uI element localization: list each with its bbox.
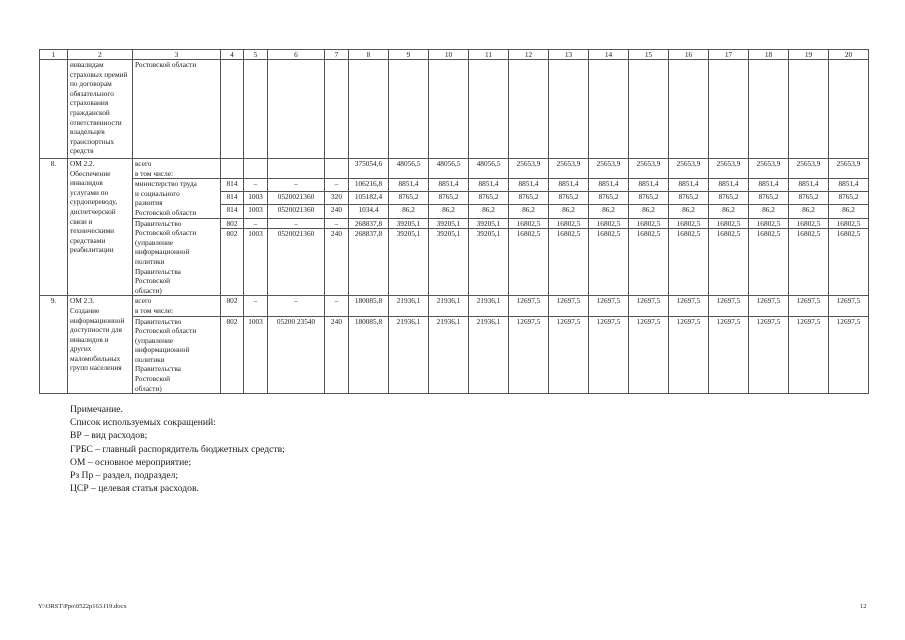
notes-subtitle: Список используемых сокращений: <box>70 417 216 429</box>
table-cell: 8765,2 <box>789 192 829 205</box>
table-cell <box>589 60 629 159</box>
column-header: 15 <box>629 50 669 60</box>
table-cell: 8765,2 <box>669 192 709 205</box>
table-cell: 8765,2 <box>469 192 509 205</box>
table-cell: 12697,5 <box>669 296 709 316</box>
table-cell: 8765,2 <box>389 192 429 205</box>
note-item: ОМ – основное мероприятие; <box>70 456 192 468</box>
table-cell: 12697,5 <box>749 296 789 316</box>
column-header: 4 <box>221 50 244 60</box>
note-item: ЦСР – целевая статья расходов. <box>70 483 199 495</box>
table-cell <box>709 60 749 159</box>
table-cell: 05200 23540 <box>268 316 325 394</box>
table-cell: 0520021360 <box>268 205 325 218</box>
table-cell <box>389 60 429 159</box>
executor-name: Правительство Ростовской области (управление информационной политики Правительства Ростовской области) <box>133 218 221 296</box>
table-cell: – <box>268 218 325 229</box>
row-number: 9. <box>40 296 68 394</box>
table-cell <box>325 159 349 179</box>
table-cell: 12697,5 <box>829 316 869 394</box>
table-cell: 8851,4 <box>469 179 509 192</box>
table-cell: 25653,9 <box>789 159 829 179</box>
table-cell: 1003 <box>244 205 268 218</box>
table-cell: 8851,4 <box>509 179 549 192</box>
table-cell: – <box>268 296 325 316</box>
table-cell: – <box>244 296 268 316</box>
table-cell: – <box>244 218 268 229</box>
column-header: 6 <box>268 50 325 60</box>
executor-name: Ростовской области <box>133 60 221 159</box>
executor-name: министерство труда и социального развития Ростовской области <box>133 179 221 218</box>
table-cell: – <box>244 179 268 192</box>
measure-name: ОМ 2.2. Обеспечение инвалидов услугами по сурдопереводу, диспетчерской связи и техническими средствами реабилитации <box>68 159 133 296</box>
column-header: 14 <box>589 50 629 60</box>
table-cell: – <box>325 218 349 229</box>
table-cell: 86,2 <box>709 205 749 218</box>
table-cell: 12697,5 <box>749 316 789 394</box>
table-cell: 16802,5 <box>749 229 789 296</box>
table-cell <box>669 60 709 159</box>
column-header: 16 <box>669 50 709 60</box>
table-cell: 86,2 <box>629 205 669 218</box>
table-cell: 8765,2 <box>629 192 669 205</box>
table-cell: 86,2 <box>389 205 429 218</box>
table-cell: 39205,1 <box>469 229 509 296</box>
executor-name: всего в том числе: <box>133 296 221 316</box>
table-cell: 375054,6 <box>349 159 389 179</box>
table-cell: 21936,1 <box>469 316 509 394</box>
table-cell: 12697,5 <box>709 316 749 394</box>
table-row <box>40 218 869 229</box>
table-cell: 16802,5 <box>789 218 829 229</box>
table-cell: 12697,5 <box>669 316 709 394</box>
budget-table <box>39 49 869 394</box>
table-cell: 8851,4 <box>589 179 629 192</box>
table-cell: 0520021360 <box>268 192 325 205</box>
table-cell: 39205,1 <box>469 218 509 229</box>
table-cell: 86,2 <box>589 205 629 218</box>
table-cell: 16802,5 <box>829 229 869 296</box>
table-cell: 86,2 <box>469 205 509 218</box>
footer-page-number: 12 <box>860 603 867 610</box>
table-row <box>40 296 869 316</box>
table-cell: 814 <box>221 205 244 218</box>
table-row <box>40 159 869 179</box>
table-cell: 16802,5 <box>589 229 629 296</box>
column-header: 2 <box>68 50 133 60</box>
table-cell: 25653,9 <box>589 159 629 179</box>
table-cell: 21936,1 <box>429 316 469 394</box>
table-cell: 1003 <box>244 316 268 394</box>
table-cell: 16802,5 <box>509 218 549 229</box>
table-cell: 16802,5 <box>509 229 549 296</box>
table-cell <box>268 60 325 159</box>
table-row <box>40 179 869 192</box>
column-header: 5 <box>244 50 268 60</box>
table-cell: 0520021360 <box>268 229 325 296</box>
table-cell: 12697,5 <box>829 296 869 316</box>
column-header: 8 <box>349 50 389 60</box>
table-cell: 268837,8 <box>349 218 389 229</box>
executor-name: всего в том числе: <box>133 159 221 179</box>
table-cell: 814 <box>221 179 244 192</box>
table-cell: 48056,5 <box>469 159 509 179</box>
table-cell: 25653,9 <box>629 159 669 179</box>
table-cell: 25653,9 <box>749 159 789 179</box>
table-cell: 814 <box>221 192 244 205</box>
table-cell: 25653,9 <box>709 159 749 179</box>
column-header: 11 <box>469 50 509 60</box>
table-cell: 86,2 <box>429 205 469 218</box>
table-cell <box>749 60 789 159</box>
table-cell: 8851,4 <box>789 179 829 192</box>
table-cell: 21936,1 <box>389 316 429 394</box>
table-cell: 39205,1 <box>389 229 429 296</box>
table-cell: 12697,5 <box>509 296 549 316</box>
table-cell <box>221 60 244 159</box>
table-cell: 320 <box>325 192 349 205</box>
table-cell: 240 <box>325 229 349 296</box>
row-number: 8. <box>40 159 68 296</box>
table-cell: 86,2 <box>789 205 829 218</box>
table-cell: 8765,2 <box>709 192 749 205</box>
table-cell: 8851,4 <box>549 179 589 192</box>
table-cell: 180085,8 <box>349 296 389 316</box>
table-cell: 86,2 <box>749 205 789 218</box>
table-cell: 25653,9 <box>829 159 869 179</box>
table-cell: 106216,8 <box>349 179 389 192</box>
measure-name: инвалидам страховых премий по договорам обязательного страхования гражданской ответственности владельцев транспортных средств <box>68 60 133 159</box>
table-cell: 802 <box>221 218 244 229</box>
table-cell <box>429 60 469 159</box>
table-cell: 48056,5 <box>429 159 469 179</box>
table-cell <box>40 60 68 159</box>
column-header: 13 <box>549 50 589 60</box>
table-cell: 8765,2 <box>749 192 789 205</box>
notes-title: Примечание. <box>70 404 123 415</box>
table-cell: 16802,5 <box>549 229 589 296</box>
table-cell: 8851,4 <box>749 179 789 192</box>
column-header: 12 <box>509 50 549 60</box>
table-cell: 12697,5 <box>549 296 589 316</box>
table-cell <box>549 60 589 159</box>
table-cell <box>244 60 268 159</box>
table-cell: 8765,2 <box>589 192 629 205</box>
table-cell: 25653,9 <box>549 159 589 179</box>
table-cell: 1003 <box>244 192 268 205</box>
table-cell: 16802,5 <box>829 218 869 229</box>
column-header: 10 <box>429 50 469 60</box>
measure-name: ОМ 2.3. Создание информационной доступности для инвалидов и других маломобильных групп населения <box>68 296 133 394</box>
footer-file-path: Y:\ORST\Ppo\0522p163.f19.docx <box>38 603 127 610</box>
table-cell: 1034,4 <box>349 205 389 218</box>
table-cell: 48056,5 <box>389 159 429 179</box>
table-cell: 8765,2 <box>429 192 469 205</box>
table-cell <box>629 60 669 159</box>
table-cell: 16802,5 <box>789 229 829 296</box>
table-cell: 180085,8 <box>349 316 389 394</box>
note-item: Рз Пр – раздел, подраздел; <box>70 470 179 482</box>
table-cell: 39205,1 <box>389 218 429 229</box>
table-cell: 105182,4 <box>349 192 389 205</box>
table-cell: 16802,5 <box>749 218 789 229</box>
table-cell: 86,2 <box>549 205 589 218</box>
table-cell <box>469 60 509 159</box>
table-header-row <box>40 50 869 60</box>
table-cell <box>509 60 549 159</box>
table-cell: 8851,4 <box>829 179 869 192</box>
table-cell: 16802,5 <box>709 229 749 296</box>
table-cell: 12697,5 <box>549 316 589 394</box>
table-cell: 21936,1 <box>389 296 429 316</box>
note-item: ГРБС – главный распорядитель бюджетных средств; <box>70 443 285 455</box>
table-cell: 802 <box>221 229 244 296</box>
table-cell: – <box>268 179 325 192</box>
column-header: 3 <box>133 50 221 60</box>
table-cell <box>268 159 325 179</box>
column-header: 1 <box>40 50 68 60</box>
table-cell: 16802,5 <box>629 229 669 296</box>
table-cell: 240 <box>325 316 349 394</box>
table-cell: 16802,5 <box>589 218 629 229</box>
table-cell: 12697,5 <box>629 296 669 316</box>
table-cell: 268837,8 <box>349 229 389 296</box>
table-cell: 16802,5 <box>669 229 709 296</box>
table-cell <box>325 60 349 159</box>
column-header: 9 <box>389 50 429 60</box>
table-cell: 16802,5 <box>709 218 749 229</box>
table-cell <box>789 60 829 159</box>
table-cell: 12697,5 <box>509 316 549 394</box>
note-item: ВР – вид расходов; <box>70 430 148 442</box>
table-cell: 8765,2 <box>549 192 589 205</box>
table-cell: – <box>325 179 349 192</box>
table-cell: 12697,5 <box>629 316 669 394</box>
table-row <box>40 60 869 159</box>
column-header: 19 <box>789 50 829 60</box>
table-cell: 86,2 <box>829 205 869 218</box>
table-cell: 21936,1 <box>429 296 469 316</box>
table-cell <box>244 159 268 179</box>
table-cell: 12697,5 <box>789 316 829 394</box>
table-cell: 12697,5 <box>789 296 829 316</box>
table-cell: 25653,9 <box>669 159 709 179</box>
table-cell: 8851,4 <box>669 179 709 192</box>
table-cell: 16802,5 <box>629 218 669 229</box>
table-cell: 86,2 <box>509 205 549 218</box>
table-cell: 16802,5 <box>549 218 589 229</box>
table-cell <box>829 60 869 159</box>
table-cell: 8851,4 <box>429 179 469 192</box>
table-cell: 16802,5 <box>669 218 709 229</box>
table-cell: 39205,1 <box>429 229 469 296</box>
table-cell: 8765,2 <box>509 192 549 205</box>
table-cell: 86,2 <box>669 205 709 218</box>
table-cell: 802 <box>221 296 244 316</box>
table-cell: 802 <box>221 316 244 394</box>
table-cell: 12697,5 <box>709 296 749 316</box>
table-cell <box>221 159 244 179</box>
table-cell: 8851,4 <box>389 179 429 192</box>
table-cell: 8851,4 <box>709 179 749 192</box>
table-cell: 21936,1 <box>469 296 509 316</box>
executor-name: Правительство Ростовской области (управление информационной политики Правительства Ростовской области) <box>133 316 221 394</box>
table-row <box>40 316 869 394</box>
table-cell: 12697,5 <box>589 296 629 316</box>
table-cell: 1003 <box>244 229 268 296</box>
column-header: 17 <box>709 50 749 60</box>
table-cell: – <box>325 296 349 316</box>
notes-block <box>70 403 285 495</box>
table-cell: 12697,5 <box>589 316 629 394</box>
table-cell: 8765,2 <box>829 192 869 205</box>
table-cell: 240 <box>325 205 349 218</box>
column-header: 20 <box>829 50 869 60</box>
column-header: 18 <box>749 50 789 60</box>
table-cell <box>349 60 389 159</box>
column-header: 7 <box>325 50 349 60</box>
table-cell: 25653,9 <box>509 159 549 179</box>
table-cell: 8851,4 <box>629 179 669 192</box>
table-cell: 39205,1 <box>429 218 469 229</box>
